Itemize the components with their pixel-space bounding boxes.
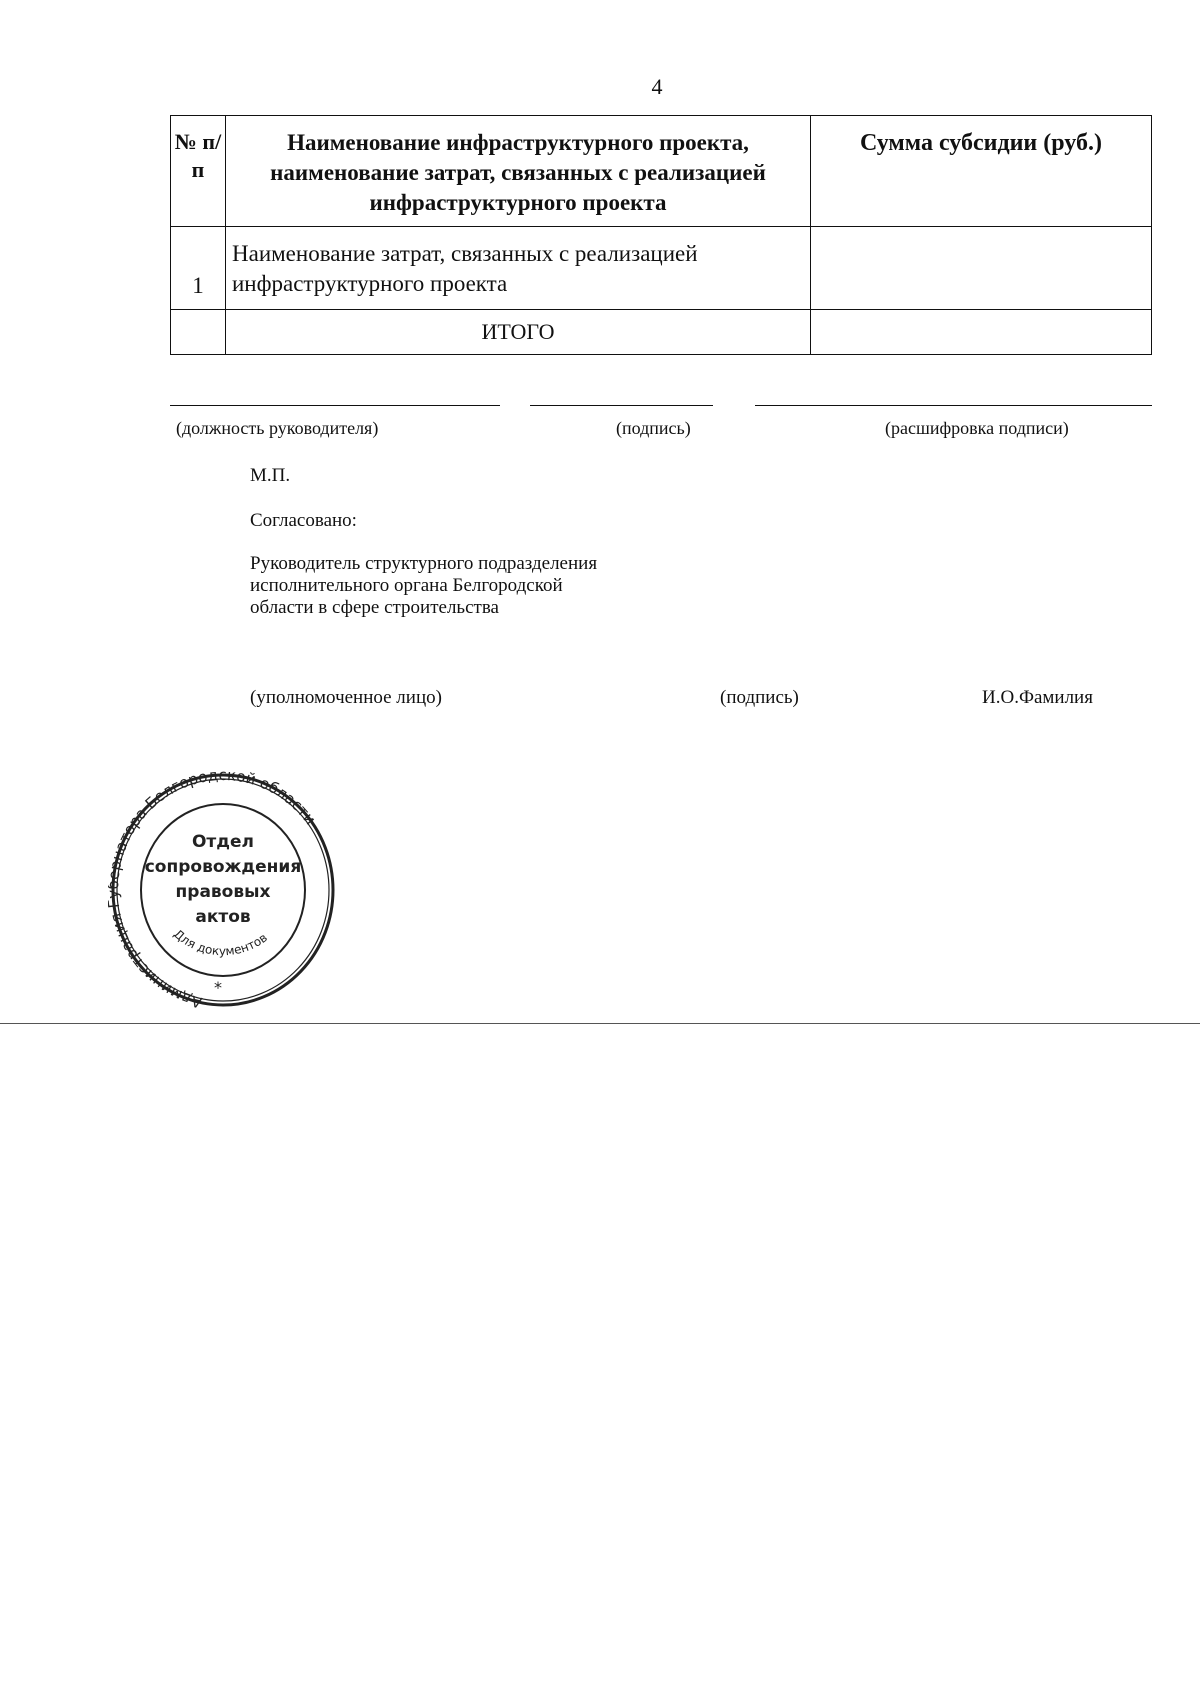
authorized-person-label: (уполномоченное лицо) [250, 687, 442, 708]
agreed-by-block [250, 553, 597, 619]
approval-signature-label: (подпись) [720, 687, 799, 708]
stamp-center-line4: актов [195, 907, 251, 927]
total-number-cell [171, 310, 226, 355]
table-header-row [171, 116, 1152, 227]
stamp-star-icon: * [214, 978, 222, 997]
bottom-rule [0, 1023, 1200, 1024]
stamp-center-line2: сопровождения [144, 857, 302, 877]
row-cost-name: Наименование затрат, связанных с реализацией инфраструктурного проекта [226, 227, 811, 310]
header-number: № п/п [171, 116, 226, 227]
stamp-seal [108, 768, 338, 1008]
total-label: ИТОГО [226, 310, 811, 355]
row-number: 1 [171, 227, 226, 310]
agreed-by-line3: области в сфере строительства [250, 597, 499, 618]
header-project-name: Наименование инфраструктурного проекта, наименование затрат, связанных с реализацией инфраструктурного проекта [226, 116, 811, 227]
agreed-by-line1: Руководитель структурного подразделения [250, 553, 598, 574]
row-sum [811, 227, 1152, 310]
decoding-label: (расшифровка подписи) [885, 418, 1069, 438]
stamp-ring-text: Администрация натора Белгородской области [108, 768, 320, 1008]
table-row [171, 227, 1152, 310]
header-subsidy-sum: Сумма субсидии (руб.) [811, 116, 1152, 227]
stamp-center-line1: Отдел [191, 832, 255, 852]
agreed-by-line2: исполнительного органа Белгородской [250, 575, 563, 596]
decoding-line [755, 405, 1152, 406]
signature-label: (подпись) [616, 418, 691, 438]
agreed-label: Согласовано: [250, 510, 357, 531]
approval-name: И.О.Фамилия [982, 687, 1093, 708]
stamp-center-line3: правовых [175, 882, 271, 902]
stamp-svg [108, 768, 338, 1008]
position-line [170, 405, 500, 406]
signature-line [530, 405, 713, 406]
table-total-row [171, 310, 1152, 355]
total-sum [811, 310, 1152, 355]
page-number: 4 [651, 74, 663, 99]
position-label: (должность руководителя) [176, 418, 379, 438]
stamp-inner-ring-text: Для документов [170, 926, 270, 959]
seal-place-label: М.П. [250, 465, 291, 486]
subsidy-table [170, 115, 1152, 355]
